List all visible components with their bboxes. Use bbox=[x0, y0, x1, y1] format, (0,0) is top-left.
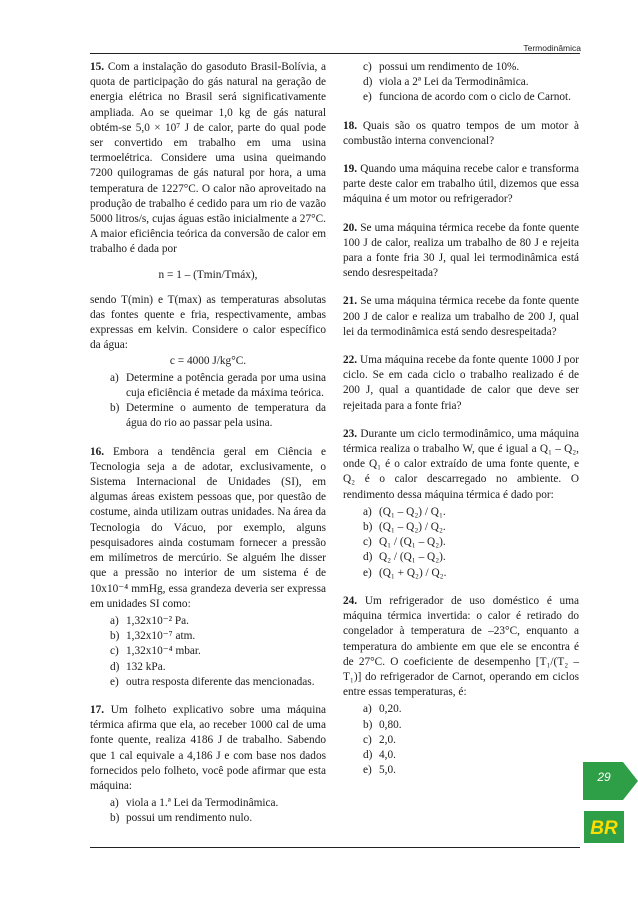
option-list bbox=[90, 371, 326, 432]
option-item: b) 1,32x10⁻⁷ atm. bbox=[110, 630, 196, 643]
option-item: b) (Q₁ – Q₂) / Q₂. bbox=[363, 521, 446, 534]
question-text: Durante um ciclo termodinâmico, uma máquina térmica realiza o trabalho W, que é igual a Q₁ – Q₂, onde Q₁ é o calor extraído de uma fonte quente, e Q₂ é o calor descarregado no ambiente. O rendimento dessa máquina térmica é dado por: bbox=[343, 427, 579, 501]
running-header-title: Termodinâmica bbox=[523, 43, 581, 53]
logo-text: BR bbox=[590, 818, 618, 839]
question-20 bbox=[343, 221, 579, 282]
option-item: c) 2,0. bbox=[363, 733, 396, 746]
option-item: b) 0,80. bbox=[363, 718, 402, 731]
question-text-continued: sendo T(min) e T(max) as temperaturas absolutas das fontes quente e fria, respectivamente, ambas expressas em kelvin. Considere o calor específico da água: bbox=[90, 293, 326, 352]
option-item: d) 132 kPa. bbox=[110, 660, 166, 673]
question-text: Quando uma máquina recebe calor e transforma parte deste calor em trabalho útil, dizemos que essa máquina é um motor ou refrigerador? bbox=[343, 163, 579, 206]
question-17-continued bbox=[343, 60, 579, 106]
question-number: 15. bbox=[90, 61, 105, 73]
footer-rule bbox=[90, 847, 580, 848]
question-number: 19. bbox=[343, 163, 358, 176]
question-23 bbox=[343, 427, 579, 581]
question-number: 23. bbox=[343, 427, 358, 440]
option-item: c) Q₁ / (Q₁ – Q₂). bbox=[363, 536, 446, 549]
question-19 bbox=[343, 162, 579, 208]
option-item: d) Q₂ / (Q₁ – Q₂). bbox=[363, 551, 446, 564]
option-item: c) possui um rendimento de 10%. bbox=[363, 61, 520, 73]
option-item: e) outra resposta diferente das mencionadas. bbox=[110, 675, 315, 688]
question-number: 24. bbox=[343, 594, 358, 607]
question-number: 16. bbox=[90, 445, 105, 458]
option-item: a) 1,32x10⁻² Pa. bbox=[110, 614, 190, 627]
left-column bbox=[90, 60, 326, 840]
question-text: Quais são os quatro tempos de um motor à combustão interna convencional? bbox=[343, 119, 579, 147]
question-text: Um folheto explicativo sobre uma máquina térmica afirma que ela, ao receber 1000 cal de uma fonte quente, realiza 4186 J de trabalho. Sabendo que 1 cal equivale a 4,186 J e com base nos dados fornecidos pelo folheto, você pode afirmar que esta máquina: bbox=[90, 703, 326, 792]
page-number: 29 bbox=[597, 770, 611, 784]
question-number: 20. bbox=[343, 221, 358, 234]
question-text: Uma máquina recebe da fonte quente 1000 J por ciclo. Se em cada ciclo o trabalho realizado é de 200 J, qual a quantidade de calor que deve ser rejeitada para a fonte fria? bbox=[343, 354, 579, 412]
right-column bbox=[343, 60, 579, 791]
question-text: Se uma máquina térmica recebe da fonte quente 200 J de calor e realiza um trabalho de 200 J, qual lei da termodinâmica está sendo desrespeitada? bbox=[343, 295, 579, 338]
option-item: a) 0,20. bbox=[363, 703, 402, 716]
question-text: Se uma máquina térmica recebe da fonte quente 100 J de calor, realiza um trabalho de 80 J e rejeita para a fonte fria 30 J, qual lei termodinâmica está sendo desrespeitada? bbox=[343, 221, 579, 280]
question-18 bbox=[343, 119, 579, 149]
specific-heat-formula: c = 4000 J/kg°C. bbox=[169, 354, 247, 367]
br-logo bbox=[584, 811, 624, 843]
question-number: 18. bbox=[343, 119, 358, 132]
option-item: a) (Q₁ – Q₂) / Q₁. bbox=[363, 505, 446, 518]
question-text: Um refrigerador de uso doméstico é uma máquina térmica invertida: o calor é retirado do congelador à temperatura de –23°C, enquanto a temperatura do ambiente em que ele se encontra é de 27°C. O coeficiente de desempenho [T₁/(T₂ – T₁)] do refrigerador de Carnot, operando em ciclos entre essas temperaturas, é: bbox=[343, 594, 579, 699]
option-list bbox=[90, 614, 326, 690]
option-list bbox=[343, 505, 579, 581]
option-item: d) viola a 2ª Lei da Termodinâmica. bbox=[363, 76, 529, 89]
question-text: Embora a tendência geral em Ciência e Tecnologia seja a de adotar, exclusivamente, o Sistema Internacional de Unidades (SI), em algumas áreas existem pessoas que, por questão de costume, ainda utilizam outras unidades. Na área da Tecnologia do Vácuo, por exemplo, alguns pesquisadores ainda costumam fornecer a pressão em milímetros de mercúrio. Se alguém lhe disser que a pressão no interior de um sistema é de 10x10⁻⁴ mmHg, essa grandeza deveria ser expressa em unidades SI como: bbox=[90, 445, 326, 610]
question-16 bbox=[90, 445, 326, 690]
question-number: 22. bbox=[343, 354, 358, 367]
header-rule bbox=[90, 53, 580, 54]
question-text: Com a instalação do gasoduto Brasil-Bolívia, a quota de participação do gás natural na geração de energia elétrica no Brasil será significativamente ampliada. Ao se queimar 1,0 kg de gás natural obtém-se 5,0 × 10⁷ J de calor, parte do qual pode ser convertido em trabalho em uma usina termoelétrica. Considere uma usina queimando 7200 quilogramas de gás natural por hora, a uma temperatura de 1227°C. O calor não aproveitado na produção de trabalho é cedido para um rio de vazão 5000 litros/s, cujas águas estão inicialmente a 27°C. A maior eficiência teórica da conversão de calor em trabalho é dada por bbox=[90, 61, 326, 256]
option-list bbox=[90, 796, 326, 826]
option-item: a) Determine a potência gerada por uma usina cuja eficiência é metade da máxima teórica. bbox=[110, 371, 326, 400]
option-item: e) funciona de acordo com o ciclo de Carnot. bbox=[363, 91, 571, 104]
question-17 bbox=[90, 703, 326, 827]
question-21 bbox=[343, 294, 579, 340]
option-item: b) possui um rendimento nulo. bbox=[110, 812, 253, 825]
option-list bbox=[343, 60, 579, 106]
option-item: e) 5,0. bbox=[363, 764, 396, 777]
option-item: c) 1,32x10⁻⁴ mbar. bbox=[110, 645, 201, 658]
option-item: d) 4,0. bbox=[363, 748, 396, 761]
question-24 bbox=[343, 594, 579, 778]
question-22 bbox=[343, 353, 579, 414]
option-item: a) viola a 1.ª Lei da Termodinâmica. bbox=[110, 797, 279, 810]
question-number: 21. bbox=[343, 295, 358, 308]
option-list bbox=[343, 702, 579, 778]
question-15 bbox=[90, 60, 326, 432]
option-item: e) (Q₁ + Q₂) / Q₂. bbox=[363, 566, 447, 579]
option-item: b) Determine o aumento de temperatura da água do rio ao passar pela usina. bbox=[110, 402, 326, 430]
efficiency-formula: n = 1 – (Tmin/Tmáx), bbox=[158, 268, 258, 281]
question-number: 17. bbox=[90, 703, 105, 716]
